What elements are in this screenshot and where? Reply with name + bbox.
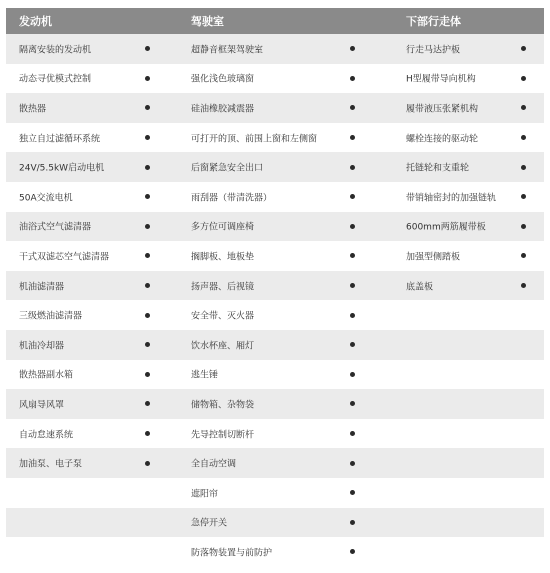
- cab-cell: [186, 389, 391, 419]
- table-row: [6, 360, 544, 390]
- standard-equipment-dot-icon: [350, 105, 355, 110]
- cab-cell: [186, 537, 391, 567]
- undercarriage-item-label: 带销轴密封的加强链轨: [406, 193, 497, 204]
- engine-cell: [6, 271, 186, 301]
- undercarriage-cell: [391, 478, 544, 508]
- undercarriage-item-label: 托链轮和支重轮: [406, 163, 470, 174]
- cab-cell: [186, 212, 391, 242]
- table-row: [6, 34, 544, 64]
- cab-cell: [186, 478, 391, 508]
- engine-cell: [6, 34, 186, 64]
- standard-equipment-dot-icon: [350, 490, 355, 495]
- undercarriage-cell: [391, 448, 544, 478]
- standard-equipment-dot-icon: [350, 135, 355, 140]
- standard-equipment-dot-icon: [145, 165, 150, 170]
- standard-equipment-dot-icon: [145, 461, 150, 466]
- cab-cell: [186, 271, 391, 301]
- cab-item-label: 逃生锤: [191, 370, 219, 381]
- undercarriage-item-label: 履带液压张紧机构: [406, 104, 479, 115]
- table-row: [6, 241, 544, 271]
- table-row: [6, 330, 544, 360]
- standard-equipment-dot-icon: [145, 194, 150, 199]
- undercarriage-cell: [391, 300, 544, 330]
- table-row: [6, 300, 544, 330]
- table-header-row: [6, 8, 544, 34]
- standard-equipment-dot-icon: [145, 105, 150, 110]
- engine-item-label: 三级燃油滤清器: [19, 311, 83, 322]
- standard-equipment-dot-icon: [521, 46, 526, 51]
- standard-equipment-dot-icon: [521, 194, 526, 199]
- engine-item-label: 机油冷却器: [19, 341, 65, 352]
- standard-equipment-dot-icon: [350, 194, 355, 199]
- standard-equipment-dot-icon: [350, 520, 355, 525]
- standard-equipment-dot-icon: [350, 401, 355, 406]
- cab-item-label: 饮水杯座、厢灯: [191, 341, 255, 352]
- standard-equipment-dot-icon: [521, 283, 526, 288]
- standard-equipment-dot-icon: [350, 461, 355, 466]
- engine-cell: [6, 300, 186, 330]
- standard-equipment-dot-icon: [145, 401, 150, 406]
- cab-cell: [186, 508, 391, 538]
- cab-item-label: 防落物装置与前防护: [191, 548, 273, 559]
- undercarriage-cell: [391, 419, 544, 449]
- table-row: [6, 478, 544, 508]
- standard-equipment-table: [6, 8, 544, 567]
- cab-item-label: 超静音框架驾驶室: [191, 45, 264, 56]
- standard-equipment-dot-icon: [350, 165, 355, 170]
- cab-item-label: 后窗紧急安全出口: [191, 163, 264, 174]
- engine-cell: [6, 389, 186, 419]
- cab-item-label: 可打开的顶、前围上窗和左侧窗: [191, 134, 318, 145]
- undercarriage-item-label: H型履带导向机构: [406, 74, 476, 85]
- standard-equipment-dot-icon: [145, 342, 150, 347]
- engine-cell: [6, 448, 186, 478]
- cab-cell: [186, 34, 391, 64]
- engine-cell: [6, 212, 186, 242]
- standard-equipment-dot-icon: [145, 46, 150, 51]
- undercarriage-cell: [391, 389, 544, 419]
- engine-cell: [6, 508, 186, 538]
- standard-equipment-dot-icon: [521, 253, 526, 258]
- table-row: [6, 448, 544, 478]
- engine-item-label: 独立自过滤循环系统: [19, 134, 101, 145]
- engine-item-label: 散热器副水箱: [19, 370, 74, 381]
- cab-item-label: 搁脚板、地板垫: [191, 252, 255, 263]
- cab-item-label: 急停开关: [191, 518, 228, 529]
- engine-cell: [6, 152, 186, 182]
- standard-equipment-dot-icon: [521, 76, 526, 81]
- engine-cell: [6, 64, 186, 94]
- undercarriage-item-label: 600mm两筋履带板: [406, 222, 486, 233]
- table-row: [6, 182, 544, 212]
- undercarriage-cell: [391, 212, 544, 242]
- equipment-table-container: [6, 8, 544, 567]
- undercarriage-item-label: 底盖板: [406, 282, 434, 293]
- undercarriage-cell: [391, 330, 544, 360]
- cab-item-label: 多方位可调座椅: [191, 222, 255, 233]
- table-row: [6, 419, 544, 449]
- cab-item-label: 安全带、灭火器: [191, 311, 255, 322]
- standard-equipment-dot-icon: [145, 76, 150, 81]
- table-row: [6, 93, 544, 123]
- standard-equipment-dot-icon: [145, 372, 150, 377]
- engine-item-label: 加油泵、电子泵: [19, 459, 83, 470]
- undercarriage-item-label: 行走马达护板: [406, 45, 461, 56]
- cab-item-label: 强化浅色玻璃窗: [191, 74, 255, 85]
- cab-item-label: 硅油橡胶减震器: [191, 104, 255, 115]
- standard-equipment-dot-icon: [145, 283, 150, 288]
- undercarriage-cell: [391, 182, 544, 212]
- table-row: [6, 271, 544, 301]
- cab-item-label: 先导控制切断杆: [191, 430, 255, 441]
- cab-cell: [186, 448, 391, 478]
- cab-item-label: 全自动空调: [191, 459, 237, 470]
- standard-equipment-dot-icon: [350, 549, 355, 554]
- cab-cell: [186, 93, 391, 123]
- standard-equipment-dot-icon: [350, 224, 355, 229]
- table-row: [6, 508, 544, 538]
- undercarriage-item-label: 加强型侧踏板: [406, 252, 461, 263]
- standard-equipment-dot-icon: [350, 313, 355, 318]
- undercarriage-cell: [391, 64, 544, 94]
- engine-item-label: 自动怠速系统: [19, 430, 74, 441]
- standard-equipment-dot-icon: [145, 313, 150, 318]
- engine-item-label: 50A交流电机: [19, 193, 73, 204]
- standard-equipment-dot-icon: [350, 253, 355, 258]
- table-row: [6, 537, 544, 567]
- undercarriage-cell: [391, 34, 544, 64]
- cab-cell: [186, 419, 391, 449]
- engine-cell: [6, 241, 186, 271]
- standard-equipment-dot-icon: [521, 135, 526, 140]
- undercarriage-cell: [391, 152, 544, 182]
- engine-item-label: 散热器: [19, 104, 47, 115]
- engine-cell: [6, 93, 186, 123]
- standard-equipment-dot-icon: [145, 431, 150, 436]
- table-row: [6, 212, 544, 242]
- engine-item-label: 隔离安装的发动机: [19, 45, 92, 56]
- cab-item-label: 雨刮器（带清洗器）: [191, 193, 273, 204]
- standard-equipment-dot-icon: [145, 253, 150, 258]
- standard-equipment-dot-icon: [521, 105, 526, 110]
- table-row: [6, 123, 544, 153]
- standard-equipment-dot-icon: [145, 135, 150, 140]
- standard-equipment-dot-icon: [350, 431, 355, 436]
- table-row: [6, 389, 544, 419]
- undercarriage-cell: [391, 537, 544, 567]
- undercarriage-cell: [391, 93, 544, 123]
- engine-item-label: 机油滤清器: [19, 282, 65, 293]
- standard-equipment-dot-icon: [350, 76, 355, 81]
- undercarriage-cell: [391, 271, 544, 301]
- standard-equipment-dot-icon: [350, 372, 355, 377]
- table-row: [6, 64, 544, 94]
- standard-equipment-dot-icon: [145, 224, 150, 229]
- table-body: [6, 34, 544, 567]
- cab-cell: [186, 360, 391, 390]
- engine-item-label: 干式双滤芯空气滤清器: [19, 252, 110, 263]
- engine-cell: [6, 537, 186, 567]
- cab-cell: [186, 64, 391, 94]
- cab-cell: [186, 152, 391, 182]
- engine-cell: [6, 182, 186, 212]
- engine-item-label: 油浴式空气滤清器: [19, 222, 92, 233]
- standard-equipment-dot-icon: [521, 165, 526, 170]
- engine-item-label: 24V/5.5kW启动电机: [19, 163, 105, 174]
- engine-item-label: 风扇导风罩: [19, 400, 65, 411]
- engine-item-label: 动态寻优模式控制: [19, 74, 92, 85]
- engine-cell: [6, 419, 186, 449]
- undercarriage-item-label: 螺栓连接的驱动轮: [406, 134, 479, 145]
- engine-cell: [6, 123, 186, 153]
- standard-equipment-dot-icon: [521, 224, 526, 229]
- undercarriage-cell: [391, 360, 544, 390]
- undercarriage-cell: [391, 241, 544, 271]
- header-engine: 发动机: [6, 8, 186, 34]
- standard-equipment-dot-icon: [350, 46, 355, 51]
- cab-item-label: 扬声器、后视镜: [191, 282, 255, 293]
- table-row: [6, 152, 544, 182]
- standard-equipment-dot-icon: [350, 283, 355, 288]
- header-cab: 驾驶室: [186, 8, 391, 34]
- cab-item-label: 遮阳帘: [191, 489, 219, 500]
- cab-item-label: 储物箱、杂物袋: [191, 400, 255, 411]
- cab-cell: [186, 300, 391, 330]
- header-undercarriage: 下部行走体: [391, 8, 544, 34]
- cab-cell: [186, 123, 391, 153]
- undercarriage-cell: [391, 508, 544, 538]
- cab-cell: [186, 182, 391, 212]
- cab-cell: [186, 330, 391, 360]
- cab-cell: [186, 241, 391, 271]
- engine-cell: [6, 330, 186, 360]
- undercarriage-cell: [391, 123, 544, 153]
- standard-equipment-dot-icon: [350, 342, 355, 347]
- engine-cell: [6, 360, 186, 390]
- engine-cell: [6, 478, 186, 508]
